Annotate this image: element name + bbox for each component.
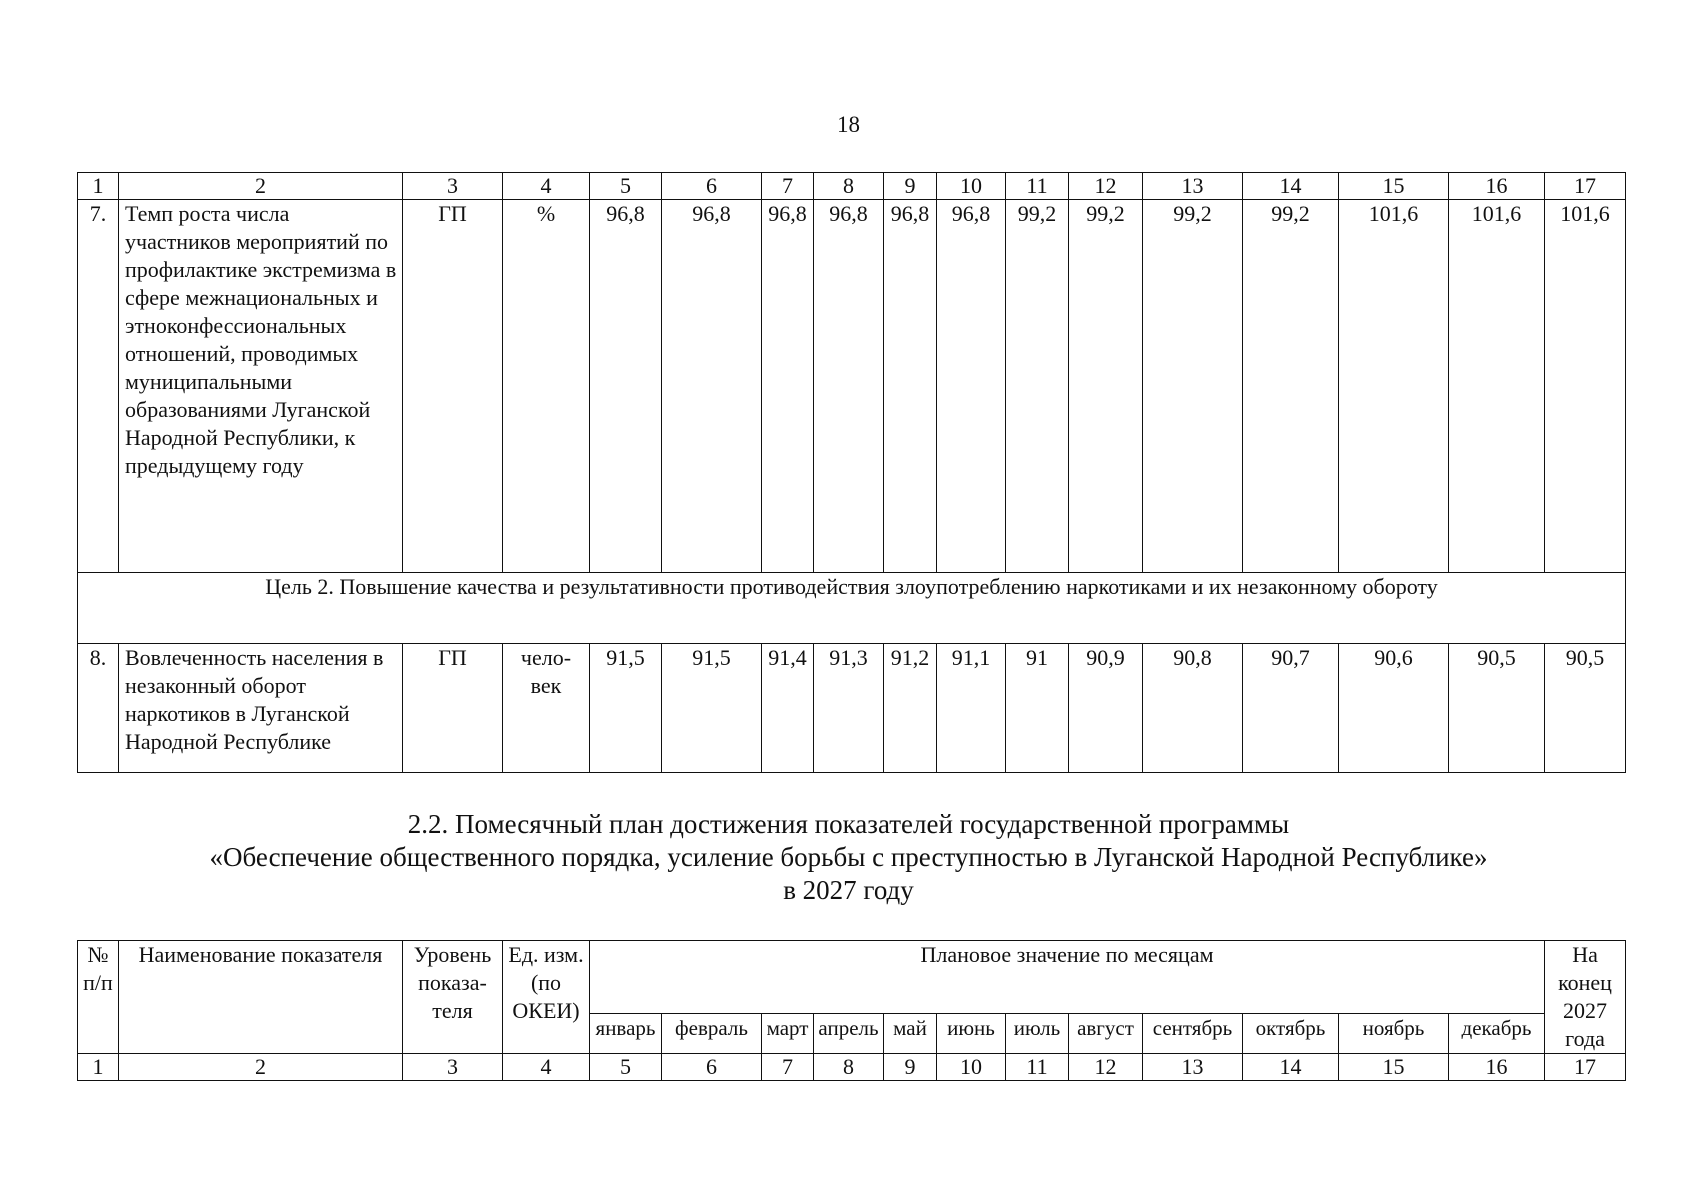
col-number: 9 bbox=[884, 173, 937, 200]
value-cell: 91,1 bbox=[937, 644, 1006, 773]
page-number: 18 bbox=[837, 112, 860, 137]
col-number: 2 bbox=[119, 173, 403, 200]
col-number: 10 bbox=[937, 1054, 1006, 1081]
value-cell: 91,5 bbox=[590, 644, 662, 773]
value-cell: 91,2 bbox=[884, 644, 937, 773]
col-number: 13 bbox=[1143, 173, 1243, 200]
col-number: 4 bbox=[503, 173, 590, 200]
goal-2-heading: Цель 2. Повышение качества и результативности противодействия злоупотреблению наркотиками и их незаконному обороту bbox=[78, 573, 1626, 644]
value-cell: 96,8 bbox=[814, 200, 884, 573]
indicator-name: Вовлеченность населения в незаконный оборот наркотиков в Луганской Народной Республике bbox=[119, 644, 403, 773]
header-end-of-year: На конец 2027 года bbox=[1545, 941, 1626, 1054]
col-number: 13 bbox=[1143, 1054, 1243, 1081]
section-title-line: 2.2. Помесячный план достижения показателей государственной программы bbox=[407, 809, 1290, 839]
value-cell: 91,4 bbox=[762, 644, 814, 773]
column-number-row bbox=[78, 173, 1626, 200]
value-cell: 101,6 bbox=[1545, 200, 1626, 573]
col-number: 11 bbox=[1006, 1054, 1069, 1081]
month-header: май bbox=[884, 1014, 937, 1054]
col-number: 6 bbox=[662, 1054, 762, 1081]
indicator-unit: чело-век bbox=[503, 644, 590, 773]
value-cell: 96,8 bbox=[590, 200, 662, 573]
col-number: 12 bbox=[1069, 173, 1143, 200]
value-cell: 90,8 bbox=[1143, 644, 1243, 773]
col-number: 6 bbox=[662, 173, 762, 200]
col-number: 9 bbox=[884, 1054, 937, 1081]
indicator-row-7 bbox=[78, 200, 1626, 573]
value-cell: 90,6 bbox=[1339, 644, 1449, 773]
indicator-row-8 bbox=[78, 644, 1626, 773]
col-number: 7 bbox=[762, 1054, 814, 1081]
col-number: 14 bbox=[1243, 1054, 1339, 1081]
col-number: 5 bbox=[590, 1054, 662, 1081]
col-number: 1 bbox=[78, 173, 119, 200]
value-cell: 90,5 bbox=[1449, 644, 1545, 773]
header-num: № п/п bbox=[78, 941, 119, 1054]
month-header: сентябрь bbox=[1143, 1014, 1243, 1054]
col-number: 8 bbox=[814, 1054, 884, 1081]
value-cell: 99,2 bbox=[1006, 200, 1069, 573]
col-number: 8 bbox=[814, 173, 884, 200]
col-number: 15 bbox=[1339, 173, 1449, 200]
indicator-name: Темп роста числа участников мероприятий по профилактике экстремизма в сфере межнациональных и этноконфессиональных отношений, проводимых муниципальными образованиями Луганской Народной Республики, к предыдущему году bbox=[119, 200, 403, 573]
monthly-plan-table bbox=[77, 940, 1626, 1081]
section-title-line: в 2027 году bbox=[783, 875, 914, 905]
month-header: март bbox=[762, 1014, 814, 1054]
col-number: 17 bbox=[1545, 173, 1626, 200]
value-cell: 101,6 bbox=[1449, 200, 1545, 573]
column-number-row bbox=[78, 1054, 1626, 1081]
section-title bbox=[0, 808, 1697, 907]
value-cell: 96,8 bbox=[762, 200, 814, 573]
value-cell: 101,6 bbox=[1339, 200, 1449, 573]
col-number: 1 bbox=[78, 1054, 119, 1081]
col-number: 3 bbox=[403, 1054, 503, 1081]
value-cell: 96,8 bbox=[884, 200, 937, 573]
indicator-unit: % bbox=[503, 200, 590, 573]
value-cell: 99,2 bbox=[1069, 200, 1143, 573]
value-cell: 96,8 bbox=[937, 200, 1006, 573]
indicator-level: ГП bbox=[403, 644, 503, 773]
col-number: 14 bbox=[1243, 173, 1339, 200]
row-number: 7. bbox=[78, 200, 119, 573]
header-row bbox=[78, 941, 1626, 1014]
col-number: 17 bbox=[1545, 1054, 1626, 1081]
header-unit: Ед. изм. (по ОКЕИ) bbox=[503, 941, 590, 1054]
month-header: июнь bbox=[937, 1014, 1006, 1054]
value-cell: 96,8 bbox=[662, 200, 762, 573]
month-header: август bbox=[1069, 1014, 1143, 1054]
month-header: июль bbox=[1006, 1014, 1069, 1054]
header-name: Наименование показателя bbox=[119, 941, 403, 1054]
section-title-line: «Обеспечение общественного порядка, усиление борьбы с преступностью в Луганской Народной Республике» bbox=[209, 842, 1488, 872]
value-cell: 91,3 bbox=[814, 644, 884, 773]
col-number: 7 bbox=[762, 173, 814, 200]
col-number: 3 bbox=[403, 173, 503, 200]
col-number: 5 bbox=[590, 173, 662, 200]
col-number: 15 bbox=[1339, 1054, 1449, 1081]
value-cell: 91,5 bbox=[662, 644, 762, 773]
value-cell: 90,5 bbox=[1545, 644, 1626, 773]
month-header: февраль bbox=[662, 1014, 762, 1054]
col-number: 4 bbox=[503, 1054, 590, 1081]
row-number: 8. bbox=[78, 644, 119, 773]
month-header: январь bbox=[590, 1014, 662, 1054]
month-header: октябрь bbox=[1243, 1014, 1339, 1054]
value-cell: 90,9 bbox=[1069, 644, 1143, 773]
month-header: апрель bbox=[814, 1014, 884, 1054]
value-cell: 91 bbox=[1006, 644, 1069, 773]
value-cell: 90,7 bbox=[1243, 644, 1339, 773]
value-cell: 99,2 bbox=[1143, 200, 1243, 573]
header-planned: Плановое значение по месяцам bbox=[590, 941, 1545, 1014]
col-number: 10 bbox=[937, 173, 1006, 200]
col-number: 12 bbox=[1069, 1054, 1143, 1081]
goal-row bbox=[78, 573, 1626, 644]
indicators-table bbox=[77, 172, 1626, 773]
col-number: 16 bbox=[1449, 173, 1545, 200]
col-number: 2 bbox=[119, 1054, 403, 1081]
header-level: Уровень показа-теля bbox=[403, 941, 503, 1054]
month-header: ноябрь bbox=[1339, 1014, 1449, 1054]
col-number: 16 bbox=[1449, 1054, 1545, 1081]
indicator-level: ГП bbox=[403, 200, 503, 573]
month-header: декабрь bbox=[1449, 1014, 1545, 1054]
value-cell: 99,2 bbox=[1243, 200, 1339, 573]
col-number: 11 bbox=[1006, 173, 1069, 200]
